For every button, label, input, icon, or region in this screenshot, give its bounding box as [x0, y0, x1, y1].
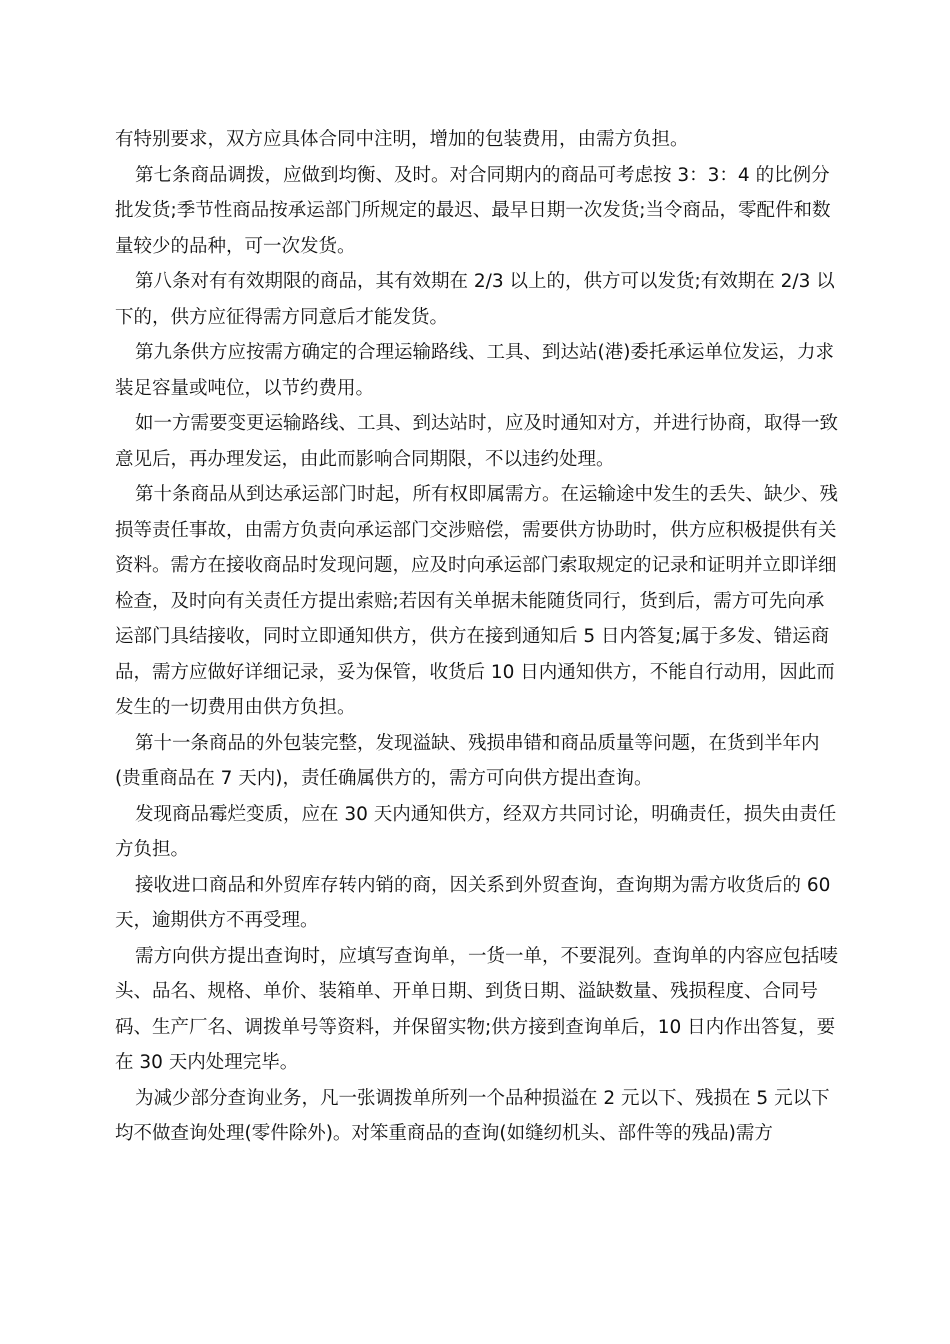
paragraph-article-8: 第八条对有有效期限的商品，其有效期在 2/3 以上的，供方可以发货;有效期在 2/3 以下的，供方应征得需方同意后才能发货。: [115, 271, 835, 328]
paragraph-spoilage: 发现商品霉烂变质，应在 30 天内通知供方，经双方共同讨论，明确责任，损失由责任方负担。: [115, 803, 837, 860]
paragraph-1: 有特别要求，双方应具体合同中注明，增加的包装费用，由需方负担。: [115, 129, 689, 150]
paragraph-imports: 接收进口商品和外贸库存转内销的商，因关系到外贸查询，查询期为需方收货后的 60 天，逾期供方不再受理。: [115, 874, 831, 931]
paragraph-article-7: 第七条商品调拨，应做到均衡、及时。对合同期内的商品可考虑按 3：3：4 的比例分批发货;季节性商品按承运部门所规定的最迟、最早日期一次发货;当令商品，零配件和数量较少的品种，可一次发货。: [115, 164, 831, 257]
contract-body-text: [115, 122, 840, 1152]
paragraph-article-11: 第十一条商品的外包装完整，发现溢缺、残损串错和商品质量等问题，在货到半年内(贵重商品在 7 天内)，责任确属供方的，需方可向供方提出查询。: [115, 732, 820, 789]
paragraph-article-9: 第九条供方应按需方确定的合理运输路线、工具、到达站(港)委托承运单位发运，力求装足容量或吨位，以节约费用。: [115, 342, 834, 399]
paragraph-inquiry-form: 需方向供方提出查询时，应填写查询单，一货一单，不要混列。查询单的内容应包括唛头、品名、规格、单价、装箱单、开单日期、到货日期、溢缺数量、残损程度、合同号码、生产厂名、调拨单号等资料，并保留实物;供方接到查询单后，10 日内作出答复，要在 30 天内处理完毕。: [115, 945, 839, 1073]
paragraph-route-change: 如一方需要变更运输路线、工具、到达站时，应及时通知对方，并进行协商，取得一致意见后，再办理发运，由此而影响合同期限，不以违约处理。: [115, 413, 839, 470]
paragraph-article-10: 第十条商品从到达承运部门时起，所有权即属需方。在运输途中发生的丢失、缺少、残损等责任事故，由需方负责向承运部门交涉赔偿，需要供方协助时，供方应积极提供有关资料。需方在接收商品时发现问题，应及时向承运部门索取规定的记录和证明并立即详细检查，及时向有关责任方提出索赔;若因有关单据未能随货同行，货到后，需方可先向承运部门具结接收，同时立即通知供方，供方在接到通知后 5 日内答复;属于多发、错运商品，需方应做好详细记录，妥为保管，收货后 10 日内通知供方，不能自行动用，因此而发生的一切费用由供方负担。: [115, 484, 839, 718]
paragraph-reduce-inquiry: 为减少部分查询业务，凡一张调拨单所列一个品种损溢在 2 元以下、残损在 5 元以下均不做查询处理(零件除外)。对笨重商品的查询(如缝纫机头、部件等的残品)需方: [115, 1087, 830, 1144]
